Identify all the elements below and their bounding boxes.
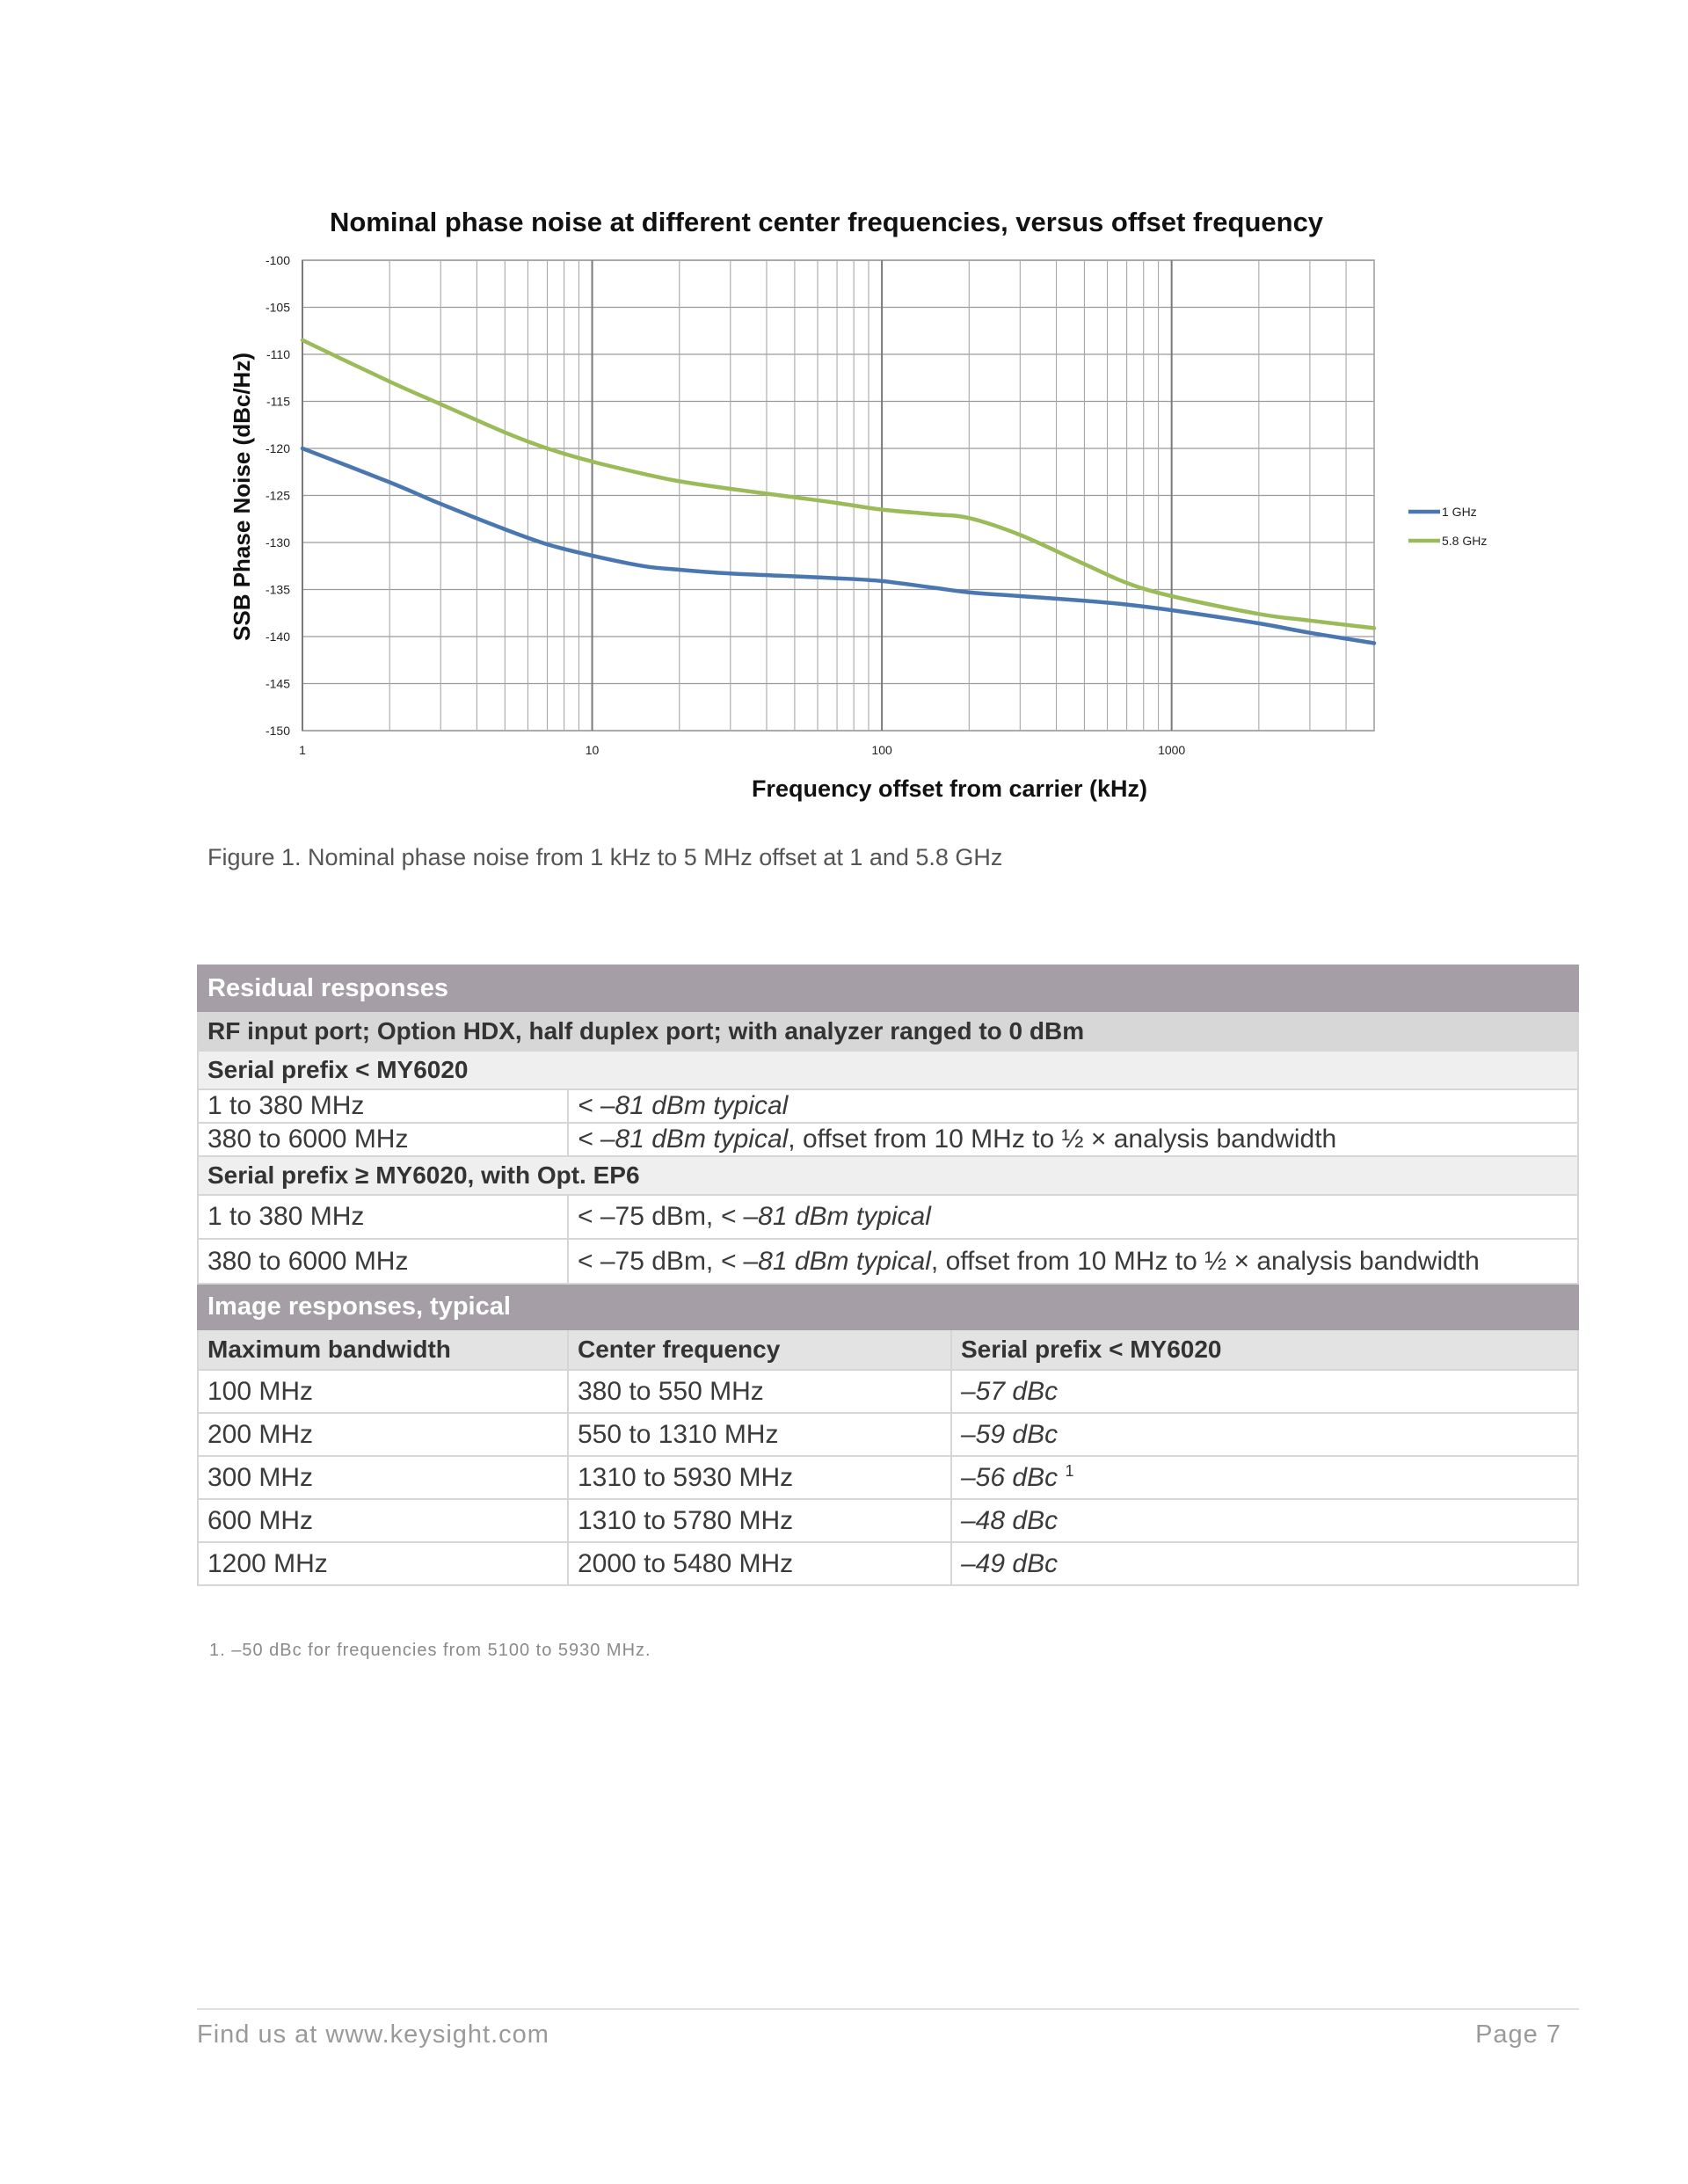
bandwidth-cell: 600 MHz xyxy=(198,1499,568,1542)
x-tick-label: 1 xyxy=(299,743,306,757)
legend-label: 1 GHz xyxy=(1442,505,1477,519)
chart-title: Nominal phase noise at different center frequencies, versus offset frequency xyxy=(329,207,1324,237)
image-value: –49 dBc xyxy=(961,1548,1059,1578)
table-row xyxy=(198,1123,1578,1156)
value-cell xyxy=(568,1089,1578,1123)
group-header-row xyxy=(198,1156,1578,1195)
chart-y-axis-label: SSB Phase Noise (dBc/Hz) xyxy=(229,353,255,641)
chart-grid xyxy=(302,260,1374,731)
footnote-marker: 1 xyxy=(1065,1462,1074,1480)
y-tick-label: -115 xyxy=(266,394,290,409)
bandwidth-cell: 100 MHz xyxy=(198,1370,568,1413)
section-header-residual xyxy=(198,965,1578,1011)
table-row xyxy=(198,1089,1578,1123)
y-tick-label: -120 xyxy=(265,441,290,455)
value-cell xyxy=(568,1239,1578,1284)
y-tick-label: -150 xyxy=(265,724,290,738)
residual-title: Residual responses xyxy=(198,965,1578,1011)
footer-divider xyxy=(197,2008,1579,2010)
image-value: –57 dBc xyxy=(961,1376,1059,1406)
footnote: 1. –50 dBc for frequencies from 5100 to 5930 MHz. xyxy=(209,1641,651,1660)
image-value: –59 dBc xyxy=(961,1419,1059,1449)
range-cell: 380 to 6000 MHz xyxy=(198,1239,568,1284)
column-header-row xyxy=(198,1329,1578,1370)
frequency-cell: 550 to 1310 MHz xyxy=(568,1413,951,1456)
y-tick-label: -125 xyxy=(265,488,290,503)
residual-subtitle-row xyxy=(198,1011,1578,1051)
bandwidth-cell: 1200 MHz xyxy=(198,1542,568,1585)
range-cell: 1 to 380 MHz xyxy=(198,1195,568,1239)
frequency-cell: 380 to 550 MHz xyxy=(568,1370,951,1413)
table-row xyxy=(198,1542,1578,1585)
value-typical: < –81 dBm typical xyxy=(578,1091,789,1120)
section-header-image xyxy=(198,1284,1578,1329)
y-tick-label: -110 xyxy=(266,347,290,361)
group2-label: Serial prefix ≥ MY6020, with Opt. EP6 xyxy=(198,1156,1578,1195)
legend-label: 5.8 GHz xyxy=(1442,534,1488,548)
value-spec: < –75 dBm, xyxy=(578,1246,721,1276)
frequency-cell: 1310 to 5780 MHz xyxy=(568,1499,951,1542)
value-cell xyxy=(568,1195,1578,1239)
table-row xyxy=(198,1195,1578,1239)
x-tick-label: 10 xyxy=(585,743,600,757)
image-value-cell xyxy=(951,1499,1578,1542)
y-tick-label: -100 xyxy=(265,253,290,267)
page-number: Page 7 xyxy=(1475,2020,1561,2049)
table-row xyxy=(198,1370,1578,1413)
range-cell: 1 to 380 MHz xyxy=(198,1089,568,1123)
figure-caption: Figure 1. Nominal phase noise from 1 kHz to 5 MHz offset at 1 and 5.8 GHz xyxy=(207,844,1003,870)
bandwidth-cell: 300 MHz xyxy=(198,1456,568,1499)
x-tick-label: 100 xyxy=(871,743,892,757)
value-typical: < –81 dBm typical xyxy=(720,1202,931,1231)
image-value-cell xyxy=(951,1413,1578,1456)
frequency-cell: 2000 to 5480 MHz xyxy=(568,1542,951,1585)
frequency-cell: 1310 to 5930 MHz xyxy=(568,1456,951,1499)
y-tick-label: -140 xyxy=(265,630,290,644)
col-header-serial-prefix: Serial prefix < MY6020 xyxy=(951,1329,1578,1370)
image-value: –48 dBc xyxy=(961,1505,1059,1535)
image-title: Image responses, typical xyxy=(198,1284,1578,1329)
table-row xyxy=(198,1239,1578,1284)
image-value-cell xyxy=(951,1542,1578,1585)
y-tick-label: -135 xyxy=(265,582,290,597)
col-header-bandwidth: Maximum bandwidth xyxy=(198,1329,568,1370)
bandwidth-cell: 200 MHz xyxy=(198,1413,568,1456)
chart-legend xyxy=(1408,505,1487,548)
y-tick-label: -130 xyxy=(265,535,290,550)
value-cell xyxy=(568,1123,1578,1156)
range-cell: 380 to 6000 MHz xyxy=(198,1123,568,1156)
value-spec: < –75 dBm, xyxy=(578,1202,721,1231)
value-rest: , offset from 10 MHz to ½ × analysis bandwidth xyxy=(788,1125,1337,1154)
image-value-cell xyxy=(951,1370,1578,1413)
value-typical: < –81 dBm typical xyxy=(578,1125,789,1154)
table-row xyxy=(198,1499,1578,1542)
col-header-center-frequency: Center frequency xyxy=(568,1329,951,1370)
table-row xyxy=(198,1413,1578,1456)
group1-label: Serial prefix < MY6020 xyxy=(198,1051,1578,1089)
y-tick-label: -105 xyxy=(265,300,290,315)
phase-noise-chart xyxy=(211,193,1512,826)
footer-website[interactable]: Find us at www.keysight.com xyxy=(197,2020,549,2049)
image-value-cell xyxy=(951,1456,1578,1499)
table-row xyxy=(198,1456,1578,1499)
value-rest: , offset from 10 MHz to ½ × analysis bandwidth xyxy=(930,1246,1480,1276)
residual-subtitle: RF input port; Option HDX, half duplex port; with analyzer ranged to 0 dBm xyxy=(198,1011,1578,1051)
value-typical: < –81 dBm typical xyxy=(720,1246,931,1276)
image-value: –56 dBc xyxy=(961,1463,1059,1492)
spec-table xyxy=(197,965,1579,1586)
x-tick-label: 1000 xyxy=(1158,743,1186,757)
chart-x-axis-label: Frequency offset from carrier (kHz) xyxy=(751,775,1148,802)
group-header-row xyxy=(198,1051,1578,1089)
y-tick-label: -145 xyxy=(265,676,290,691)
